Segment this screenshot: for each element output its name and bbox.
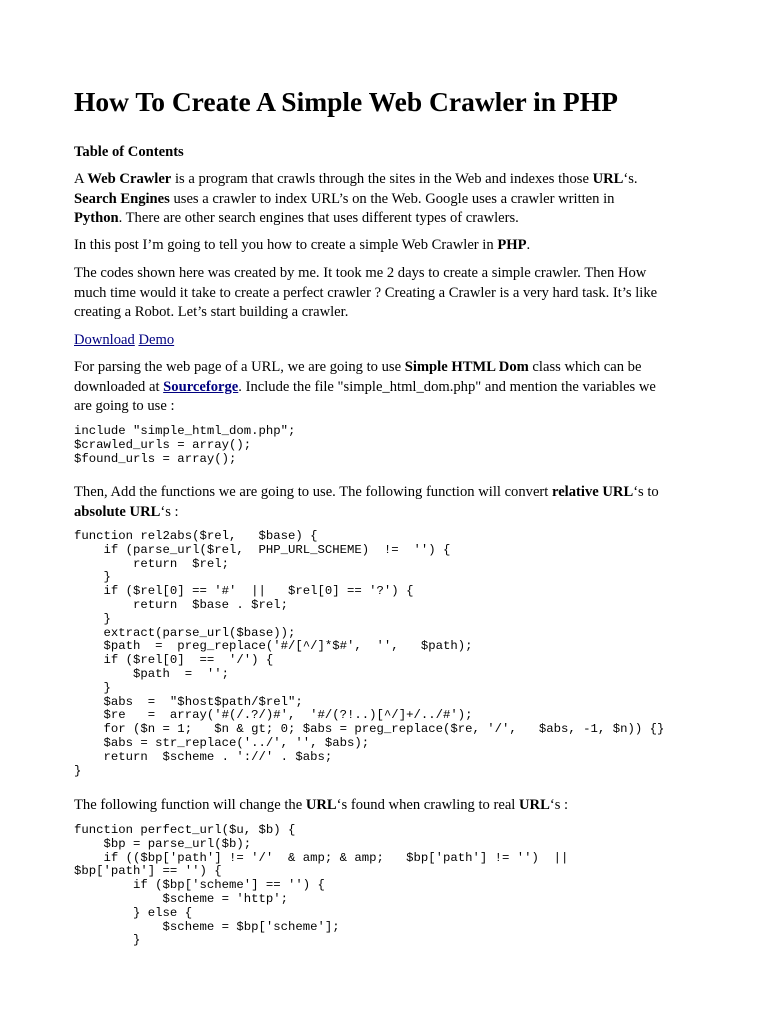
parsing-line-2	[74, 378, 696, 398]
term-simple-html-dom: Simple HTML Dom	[404, 359, 529, 375]
term-python: Python	[74, 210, 119, 226]
intro-line-3	[74, 209, 696, 229]
text-run: downloaded at	[74, 378, 164, 395]
term-relative-url: relative URL	[551, 484, 634, 500]
intro-paragraph	[74, 170, 696, 229]
page-title: How To Create A Simple Web Crawler in PHP	[74, 86, 618, 117]
text-run: . There are other search engines that uses different types of crawlers.	[118, 210, 519, 226]
intro-line-2	[74, 190, 696, 210]
demo-link[interactable]: Demo	[138, 332, 175, 348]
text-run: class which can be	[528, 359, 642, 375]
text-run: ‘s :	[160, 503, 179, 520]
text-run: ‘s to	[633, 484, 659, 500]
code-block-variables: include "simple_html_dom.php"; $crawled_urls = array(); $found_urls = array();	[74, 424, 296, 466]
codes-line-2: much time would it take to create a perfect crawler ? Creating a Crawler is a very hard task. It’s like	[74, 284, 658, 301]
functions-intro-paragraph	[74, 483, 696, 522]
term-url: URL	[305, 797, 337, 813]
term-absolute-url: absolute URL	[74, 503, 161, 520]
parsing-paragraph	[74, 358, 696, 417]
text-run: is a program that crawls through the sites in the Web and indexes those	[171, 171, 593, 187]
codes-line-1: The codes shown here was created by me. It took me 2 days to create a simple crawler. Then How	[74, 265, 647, 281]
codes-line-3: creating a Robot. Let’s start building a crawler.	[74, 304, 349, 320]
text-run: ‘s :	[549, 797, 569, 813]
links-row	[74, 331, 696, 351]
text-run: ‘s.	[623, 171, 638, 187]
parsing-line-3: are going to use :	[74, 398, 175, 414]
text-run: .	[526, 237, 531, 253]
functions-intro-line-2	[74, 503, 696, 523]
text-run: For parsing the web page of a URL, we are going to use	[74, 359, 405, 375]
code-block-perfect-url: function perfect_url($u, $b) { $bp = parse_url($b); if (($bp['path'] != '/' & amp; & amp; $bp['path'] != '') || $bp['path'] == '') { if ($bp['scheme'] == '') { $scheme = 'http'; } else { $scheme = $bp['scheme']; }	[74, 823, 569, 948]
intro-line-1	[74, 170, 696, 190]
text-run: A	[74, 171, 88, 187]
functions-intro-line-1	[74, 483, 696, 503]
text-run: . Include the file "simple_html_dom.php" and mention the variables we	[238, 378, 656, 395]
download-link[interactable]: Download	[74, 332, 135, 348]
term-php: PHP	[497, 237, 527, 253]
sourceforge-link[interactable]: Sourceforge	[163, 378, 239, 395]
post-intro-paragraph	[74, 236, 696, 256]
text-run: uses a crawler to index URL’s on the Web. Google uses a crawler written in	[169, 190, 615, 207]
text-run: ‘s found when crawling to real	[336, 797, 520, 813]
code-block-rel2abs: function rel2abs($rel, $base) { if (parse_url($rel, PHP_URL_SCHEME) != '') { return $rel; } if ($rel[0] == '#' || $rel[0] == '?') { return $base . $rel; } extract(parse_url($base)); $path = preg_replace('#/[^/]*$#', '', $path); if ($rel[0] == '/') { $path = ''; } $abs = "$host$path/$rel"; $re = array('#(/.?/)#', '#/(?!..)[^/]+/../#'); for ($n = 1; $n & gt; 0; $abs = preg_replace($re, '/', $abs, -1, $n)) {} $abs = str_replace('../', '', $abs); return $scheme . '://' . $abs; }	[74, 529, 665, 778]
term-search-engines: Search Engines	[74, 190, 170, 207]
text-run: The following function will change the	[74, 797, 306, 813]
toc-heading: Table of Contents	[74, 144, 184, 160]
perfect-url-intro	[74, 796, 696, 816]
text-run: Then, Add the functions we are going to use. The following function will convert	[74, 484, 552, 500]
term-url: URL	[592, 171, 624, 187]
codes-paragraph	[74, 264, 696, 323]
parsing-line-1	[74, 358, 696, 378]
term-web-crawler: Web Crawler	[87, 171, 172, 187]
text-run: In this post I’m going to tell you how to create a simple Web Crawler in	[74, 237, 498, 253]
term-url: URL	[519, 797, 550, 813]
